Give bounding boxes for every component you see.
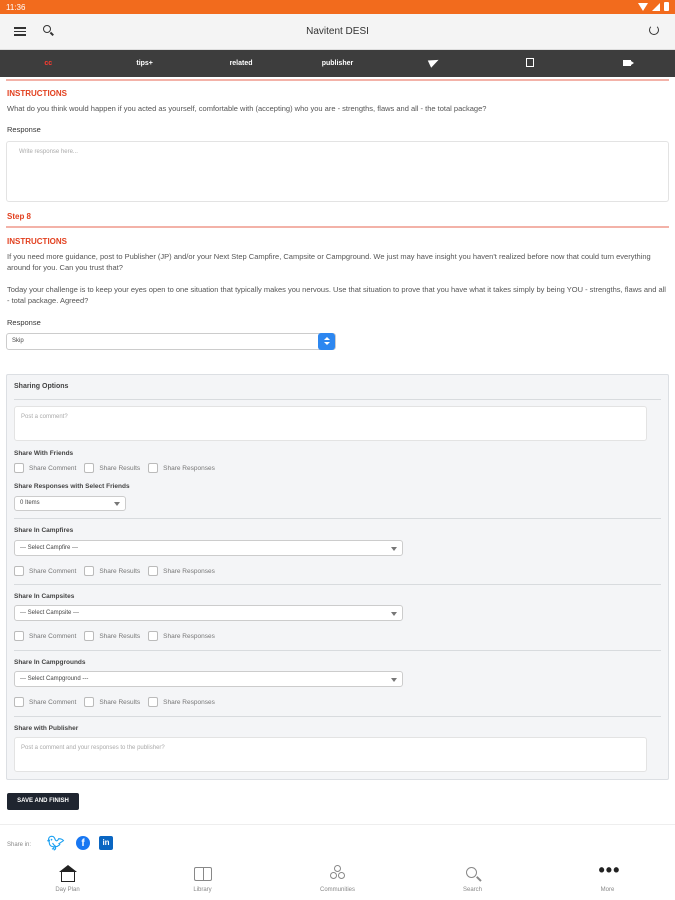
- select-friends-dropdown[interactable]: [14, 496, 126, 511]
- share-responses-checkbox[interactable]: [148, 566, 215, 576]
- campsite-select-value: --- Select Campsite ---: [20, 610, 80, 616]
- checkbox-label: Share Responses: [163, 698, 215, 706]
- comment-textarea[interactable]: [14, 406, 647, 441]
- status-time: 11:36: [6, 3, 26, 12]
- share-in-label: Share in:: [7, 842, 32, 848]
- publisher-comment-textarea[interactable]: [14, 737, 647, 772]
- checkbox-label: Share Responses: [163, 567, 215, 575]
- publisher-placeholder: Post a comment and your responses to the publisher?: [21, 745, 165, 751]
- checkbox-box[interactable]: [14, 631, 24, 641]
- tab-cc[interactable]: cc: [44, 60, 53, 67]
- checkbox-box[interactable]: [84, 463, 94, 473]
- friends-checkbox-row: [14, 463, 223, 473]
- share-comment-checkbox[interactable]: [14, 697, 76, 707]
- twitter-icon[interactable]: 🐦︎: [47, 835, 65, 851]
- checkbox-box[interactable]: [84, 566, 94, 576]
- divider: [14, 584, 661, 585]
- select-friends-label: Share Responses with Select Friends: [14, 483, 130, 490]
- checkbox-box[interactable]: [14, 697, 24, 707]
- nav-label: Search: [462, 887, 482, 893]
- tab-related[interactable]: related: [229, 60, 253, 67]
- share-comment-checkbox[interactable]: [14, 566, 76, 576]
- divider: [14, 716, 661, 717]
- share-responses-checkbox[interactable]: [148, 631, 215, 641]
- tab-send[interactable]: [386, 50, 482, 77]
- send-icon: [428, 56, 440, 67]
- checkbox-label: Share Responses: [163, 632, 215, 640]
- save-and-finish-button[interactable]: SAVE AND FINISH: [7, 793, 79, 810]
- checkbox-label: Share Comment: [29, 464, 77, 472]
- checkbox-label: Share Results: [99, 567, 141, 575]
- campfire-select[interactable]: [14, 540, 403, 556]
- checkbox-box[interactable]: [148, 463, 158, 473]
- tab-video[interactable]: [579, 50, 675, 77]
- nav-library[interactable]: [135, 860, 270, 900]
- campsite-select[interactable]: [14, 605, 403, 621]
- nav-label: Library: [193, 887, 212, 893]
- instructions-text-2a: If you need more guidance, post to Publisher (JP) and/or your Next Step Campfire, Campsite or Campground. We just may have insight you haven't realized before now that could turn everything around for you. Can you trust that?: [7, 252, 651, 272]
- checkbox-label: Share Results: [99, 464, 141, 472]
- book-icon: [194, 867, 212, 881]
- instructions-heading: INSTRUCTIONS: [7, 89, 67, 98]
- chevron-down-icon: [391, 678, 397, 682]
- nav-day-plan[interactable]: [0, 860, 135, 900]
- campground-select[interactable]: [14, 671, 403, 687]
- campsite-checkbox-row: [14, 631, 223, 641]
- comment-placeholder: Post a comment?: [21, 414, 68, 420]
- response-textarea[interactable]: [6, 141, 669, 202]
- campfires-label: Share In Campfires: [14, 527, 74, 534]
- search-icon: [464, 865, 482, 883]
- instructions-heading-2: INSTRUCTIONS: [7, 237, 67, 246]
- main-content: [0, 77, 675, 824]
- divider: [14, 518, 661, 519]
- instructions-text: What do you think would happen if you acted as yourself, comfortable with (accepting) who you are - strengths, flaws and all - the total package?: [7, 104, 487, 113]
- campsites-label: Share In Campsites: [14, 593, 75, 600]
- status-icons: [638, 2, 669, 11]
- divider: [14, 650, 661, 651]
- share-results-checkbox[interactable]: [84, 631, 140, 641]
- status-bar: [0, 0, 675, 14]
- publisher-label: Share with Publisher: [14, 725, 79, 732]
- checkbox-label: Share Comment: [29, 698, 77, 706]
- divider: [6, 79, 669, 81]
- share-results-checkbox[interactable]: [84, 566, 140, 576]
- instructions-text-2b: Today your challenge is to keep your eyes open to one situation that typically makes you nervous. Use that situation to prove that you have what it takes simply by being YOU - strengths, flaws and all - total package. Agreed?: [7, 285, 666, 305]
- campground-select-value: --- Select Campground ---: [20, 676, 89, 682]
- sharing-options-panel: [6, 374, 669, 780]
- video-icon: [623, 60, 631, 66]
- tab-publisher[interactable]: publisher: [321, 60, 354, 67]
- sharing-title: Sharing Options: [14, 383, 69, 390]
- nav-communities[interactable]: [270, 860, 405, 900]
- chevron-down-icon: [114, 502, 120, 506]
- tab-tips[interactable]: tips+: [136, 60, 153, 67]
- divider: [14, 399, 661, 400]
- response-select[interactable]: [6, 333, 336, 350]
- nav-label: Communities: [319, 887, 355, 893]
- refresh-icon[interactable]: [649, 25, 663, 39]
- response-label-2: Response: [7, 318, 41, 327]
- checkbox-label: Share Comment: [29, 567, 77, 575]
- campground-checkbox-row: [14, 697, 223, 707]
- response-select-value: Skip: [12, 338, 24, 344]
- checkbox-box[interactable]: [148, 697, 158, 707]
- more-dots-icon: •••: [598, 860, 621, 880]
- campgrounds-label: Share In Campgrounds: [14, 659, 86, 666]
- share-responses-checkbox[interactable]: [148, 463, 215, 473]
- select-stepper-icon[interactable]: [318, 333, 335, 350]
- checkbox-label: Share Responses: [163, 464, 215, 472]
- nav-more[interactable]: [540, 860, 675, 900]
- linkedin-icon[interactable]: in: [99, 836, 113, 850]
- share-comment-checkbox[interactable]: [14, 631, 76, 641]
- share-results-checkbox[interactable]: [84, 697, 140, 707]
- share-responses-checkbox[interactable]: [148, 697, 215, 707]
- share-results-checkbox[interactable]: [84, 463, 140, 473]
- chevron-down-icon: [391, 612, 397, 616]
- checkbox-box[interactable]: [14, 566, 24, 576]
- campfire-select-value: --- Select Campfire ---: [20, 545, 79, 551]
- share-with-friends-label: Share With Friends: [14, 450, 74, 457]
- campfire-checkbox-row: [14, 566, 223, 576]
- tab-calendar[interactable]: [482, 50, 578, 77]
- share-bar: [0, 824, 675, 860]
- divider: [6, 226, 669, 228]
- facebook-icon[interactable]: f: [76, 836, 90, 850]
- calendar-icon: [526, 58, 534, 67]
- response-label: Response: [7, 125, 41, 134]
- checkbox-box[interactable]: [14, 463, 24, 473]
- select-friends-value: 0 Items: [20, 500, 40, 506]
- share-comment-checkbox[interactable]: [14, 463, 76, 473]
- checkbox-label: Share Results: [99, 632, 141, 640]
- wifi-icon: [638, 3, 648, 11]
- app-bar: [0, 14, 675, 50]
- chevron-down-icon: [391, 547, 397, 551]
- checkbox-box[interactable]: [84, 631, 94, 641]
- app-title: Navitent DESI: [306, 26, 369, 37]
- response-placeholder: Write response here...: [19, 149, 78, 155]
- checkbox-box[interactable]: [148, 631, 158, 641]
- checkbox-label: Share Comment: [29, 632, 77, 640]
- nav-label: More: [600, 887, 615, 893]
- nav-search[interactable]: [405, 860, 540, 900]
- home-icon: [61, 872, 75, 882]
- battery-icon: [664, 2, 669, 11]
- communities-icon: [329, 865, 347, 883]
- signal-icon: [652, 3, 660, 11]
- tab-bar: [0, 50, 675, 77]
- checkbox-label: Share Results: [99, 698, 141, 706]
- nav-label: Day Plan: [55, 887, 80, 893]
- checkbox-box[interactable]: [84, 697, 94, 707]
- bottom-nav: [0, 860, 675, 900]
- step-title: Step 8: [7, 212, 32, 221]
- checkbox-box[interactable]: [148, 566, 158, 576]
